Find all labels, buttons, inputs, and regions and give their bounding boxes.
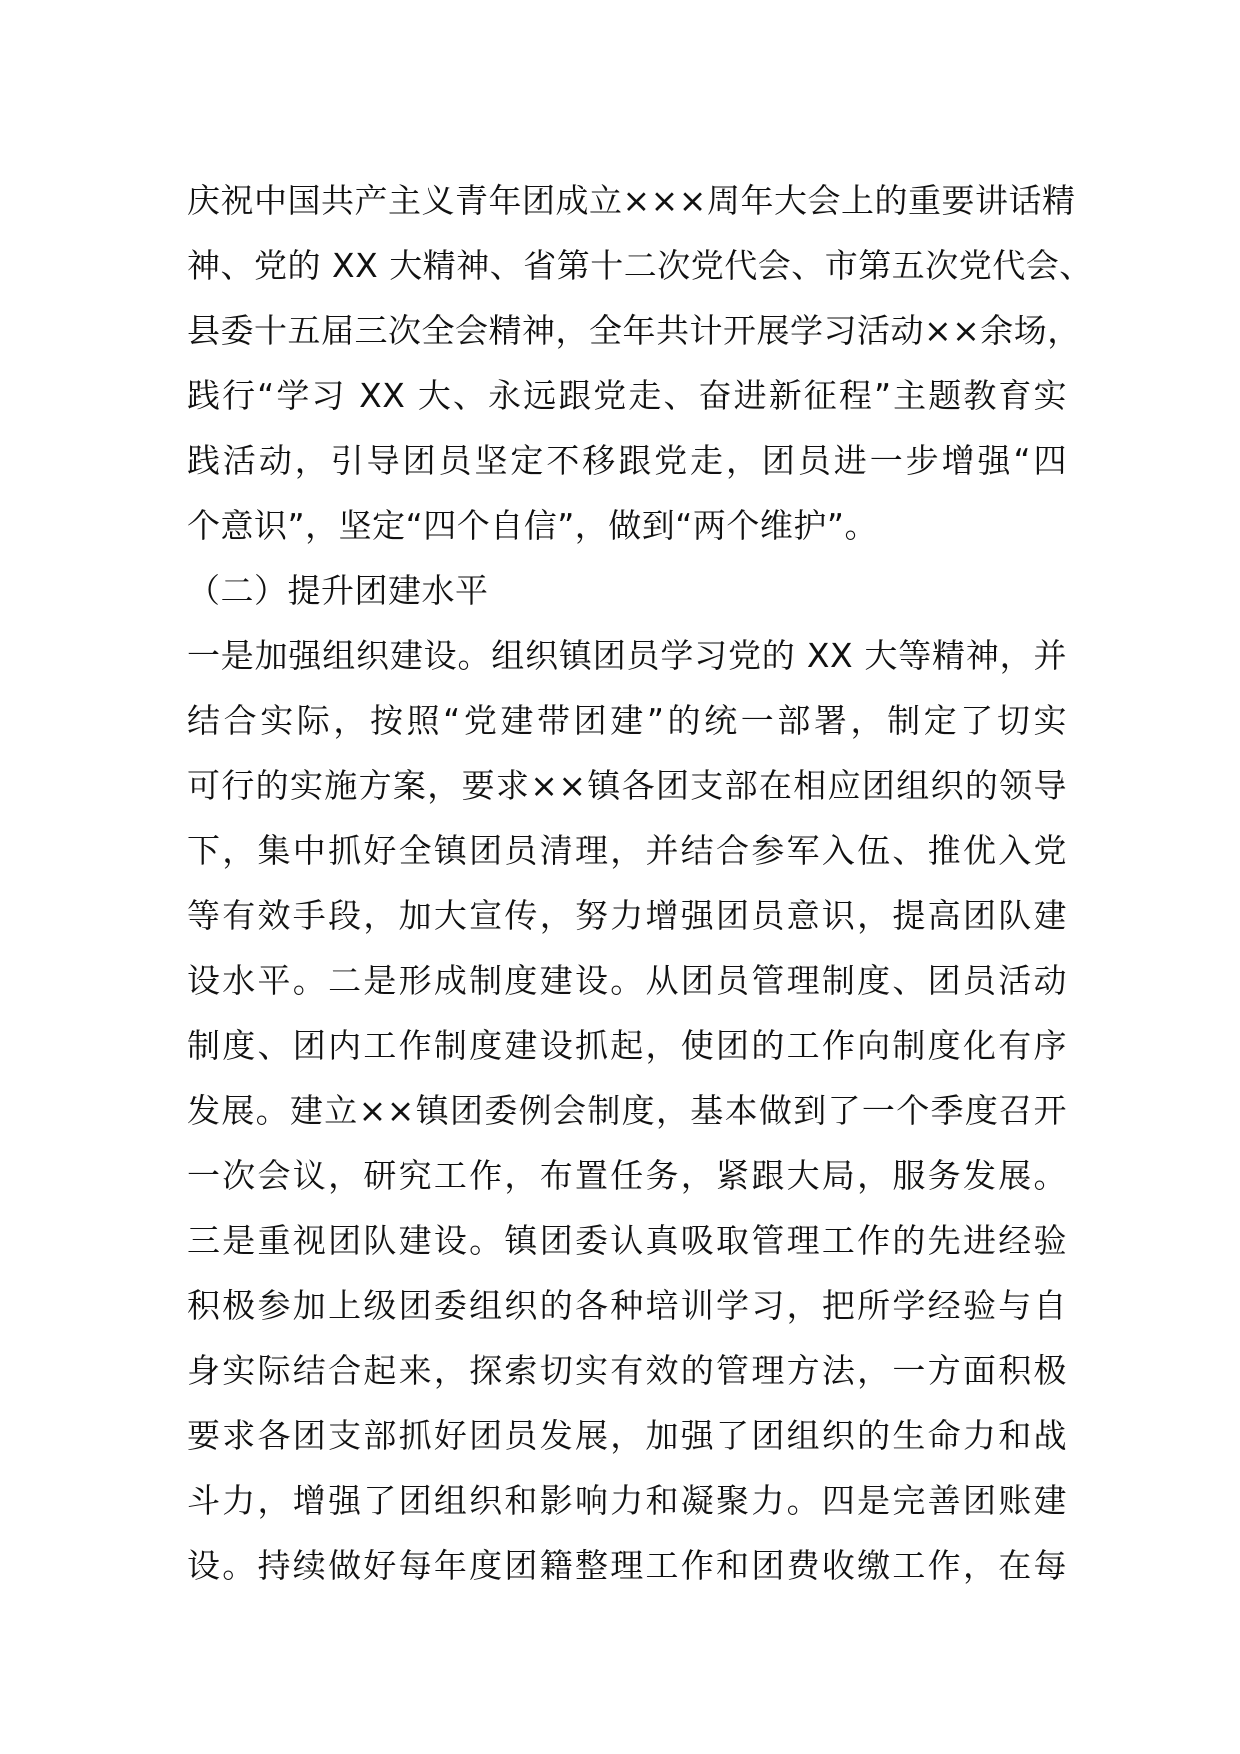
text-line: 一次会议，研究工作，布置任务，紧跟大局，服务发展。	[187, 1156, 1067, 1195]
text-line: 县委十五届三次全会精神，全年共计开展学习活动××余场，	[187, 311, 1081, 350]
section-heading: （二）提升团建水平	[187, 571, 489, 610]
text-line: 要求各团支部抓好团员发展，加强了团组织的生命力和战	[187, 1416, 1067, 1455]
text-line: 可行的实施方案，要求××镇各团支部在相应团组织的领导	[187, 766, 1067, 805]
text-line: 践行“学习 XX 大、永远跟党走、奋进新征程”主题教育实	[187, 376, 1067, 415]
text-line: 设水平。二是形成制度建设。从团员管理制度、团员活动	[187, 961, 1067, 1000]
text-line: 积极参加上级团委组织的各种培训学习，把所学经验与自	[187, 1286, 1067, 1325]
text-line: 身实际结合起来，探索切实有效的管理方法，一方面积极	[187, 1351, 1067, 1390]
text-line: 设。持续做好每年度团籍整理工作和团费收缴工作，在每	[187, 1546, 1067, 1585]
body-text	[187, 168, 1093, 1598]
text-line: 神、党的 XX 大精神、省第十二次党代会、市第五次党代会、	[187, 246, 1093, 285]
text-line: 斗力，增强了团组织和影响力和凝聚力。四是完善团账建	[187, 1481, 1067, 1520]
text-line: 结合实际，按照“党建带团建”的统一部署，制定了切实	[187, 701, 1067, 740]
text-line: 等有效手段，加大宣传，努力增强团员意识，提高团队建	[187, 896, 1067, 935]
text-line: 三是重视团队建设。镇团委认真吸取管理工作的先进经验	[187, 1221, 1067, 1260]
text-line: 制度、团内工作制度建设抓起，使团的工作向制度化有序	[187, 1026, 1067, 1065]
text-line: 庆祝中国共产主义青年团成立×××周年大会上的重要讲话精	[187, 181, 1076, 220]
text-line: 下，集中抓好全镇团员清理，并结合参军入伍、推优入党	[187, 831, 1067, 870]
text-line: 个意识”，坚定“四个自信”，做到“两个维护”。	[187, 506, 878, 545]
text-line: 践活动，引导团员坚定不移跟党走，团员进一步增强“四	[187, 441, 1067, 480]
text-line: 发展。建立××镇团委例会制度，基本做到了一个季度召开	[187, 1091, 1067, 1130]
text-line: 一是加强组织建设。组织镇团员学习党的 XX 大等精神，并	[187, 636, 1067, 675]
